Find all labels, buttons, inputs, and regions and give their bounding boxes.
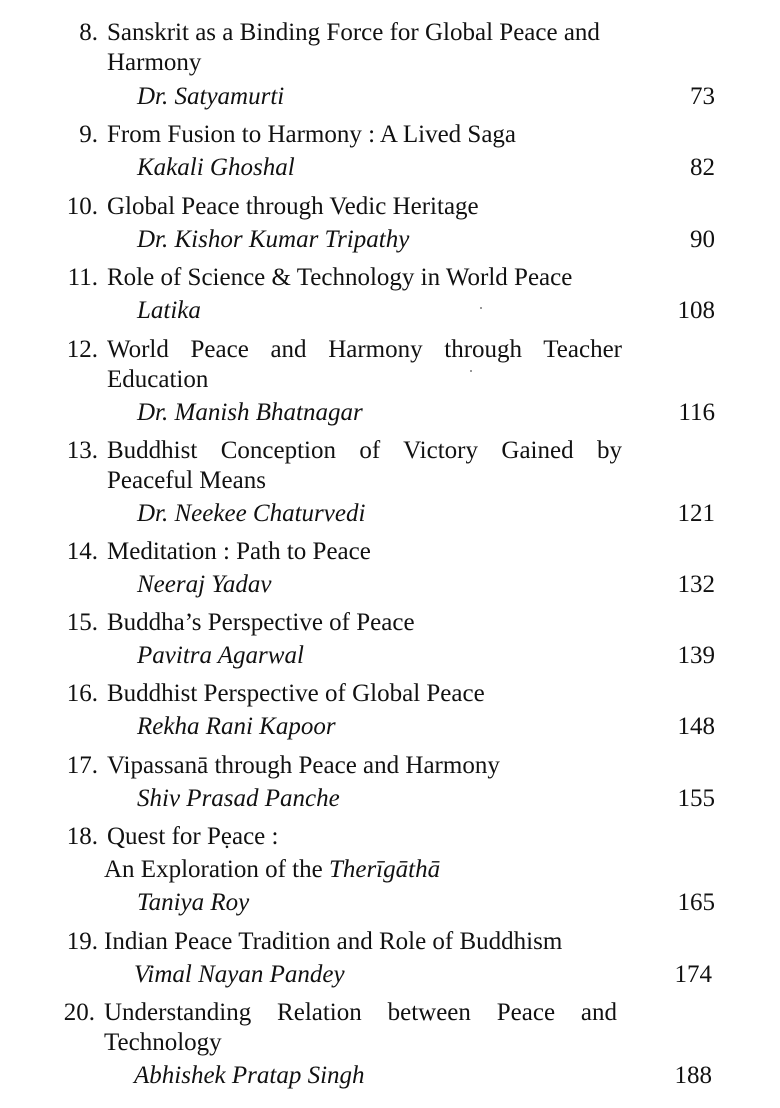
entry-author: Dr. Neekee Chaturvedi bbox=[137, 500, 366, 527]
entry-author: Neeraj Yadav bbox=[137, 571, 272, 598]
entry-page-number: 188 bbox=[674, 1062, 712, 1089]
entry-number: 8. bbox=[79, 19, 98, 46]
entry-page-number: 155 bbox=[677, 785, 715, 812]
entry-title: From Fusion to Harmony : A Lived Saga bbox=[107, 121, 517, 148]
entry-title-continued: Education bbox=[107, 366, 209, 393]
entry-author: Taniya Roy bbox=[137, 889, 250, 916]
entry-title: Buddha’s Perspective of Peace bbox=[107, 609, 415, 636]
entry-number: 14. bbox=[66, 538, 98, 565]
entry-number: 20. bbox=[63, 999, 95, 1026]
entry-author: Latika bbox=[137, 297, 201, 324]
entry-number: 11. bbox=[67, 264, 98, 291]
entry-page-number: 139 bbox=[677, 642, 715, 669]
title-italic-text: Therīgāthā bbox=[328, 856, 441, 883]
entry-title: Vipassanā through Peace and Harmony bbox=[107, 752, 500, 779]
entry-author: Dr. Satyamurti bbox=[137, 83, 285, 110]
entry-author: Dr. Manish Bhatnagar bbox=[137, 399, 363, 426]
entry-number: 16. bbox=[66, 680, 98, 707]
entry-number: 13. bbox=[66, 437, 98, 464]
entry-number: 17. bbox=[66, 752, 98, 779]
entry-title: World Peace and Harmony through Teacher bbox=[107, 336, 622, 363]
entry-title: Role of Science & Technology in World Peace bbox=[107, 264, 573, 291]
entry-title: Quest for Pẹace : bbox=[107, 823, 279, 850]
entry-number: 18. bbox=[66, 823, 98, 850]
entry-number: 10. bbox=[66, 193, 98, 220]
entry-author: Pavitra Agarwal bbox=[137, 642, 304, 669]
entry-page-number: 165 bbox=[677, 889, 715, 916]
entry-title: Meditation : Path to Peace bbox=[107, 538, 371, 565]
entry-number: 15. bbox=[66, 609, 98, 636]
entry-page-number: 73 bbox=[690, 83, 715, 110]
entry-title: Indian Peace Tradition and Role of Buddhism bbox=[104, 928, 563, 955]
entry-title-continued: Peaceful Means bbox=[107, 467, 266, 494]
entry-title: Sanskrit as a Binding Force for Global Peace and bbox=[107, 19, 600, 46]
entry-title-continued: Harmony bbox=[107, 49, 202, 76]
entry-page-number: 90 bbox=[690, 226, 715, 253]
entry-title: Buddhist Conception of Victory Gained by bbox=[107, 437, 622, 464]
entry-page-number: 121 bbox=[677, 500, 715, 527]
entry-author: Abhishek Pratap Singh bbox=[134, 1062, 365, 1089]
entry-page-number: 132 bbox=[677, 571, 715, 598]
entry-number: 12. bbox=[66, 336, 98, 363]
entry-author: Rekha Rani Kapoor bbox=[137, 713, 336, 740]
scan-speck bbox=[480, 307, 482, 309]
entry-number: 19. bbox=[66, 928, 98, 955]
entry-page-number: 108 bbox=[677, 297, 715, 324]
entry-page-number: 174 bbox=[674, 961, 712, 988]
entry-title: Understanding Relation between Peace and bbox=[104, 999, 617, 1026]
entry-page-number: 148 bbox=[677, 713, 715, 740]
entry-number: 9. bbox=[79, 121, 98, 148]
entry-author: Kakali Ghoshal bbox=[137, 154, 295, 181]
entry-title-continued: Technology bbox=[104, 1029, 222, 1056]
entry-title: Global Peace through Vedic Heritage bbox=[107, 193, 479, 220]
entry-author: Vimal Nayan Pandey bbox=[134, 961, 345, 988]
scan-speck bbox=[470, 370, 472, 372]
entry-page-number: 116 bbox=[678, 399, 715, 426]
entry-title-continued bbox=[104, 855, 619, 885]
entry-author: Shiv Prasad Panche bbox=[137, 785, 340, 812]
entry-author: Dr. Kishor Kumar Tripathy bbox=[137, 226, 410, 253]
title-text: An Exploration of the bbox=[104, 856, 329, 883]
entry-title: Buddhist Perspective of Global Peace bbox=[107, 680, 485, 707]
entry-page-number: 82 bbox=[690, 154, 715, 181]
